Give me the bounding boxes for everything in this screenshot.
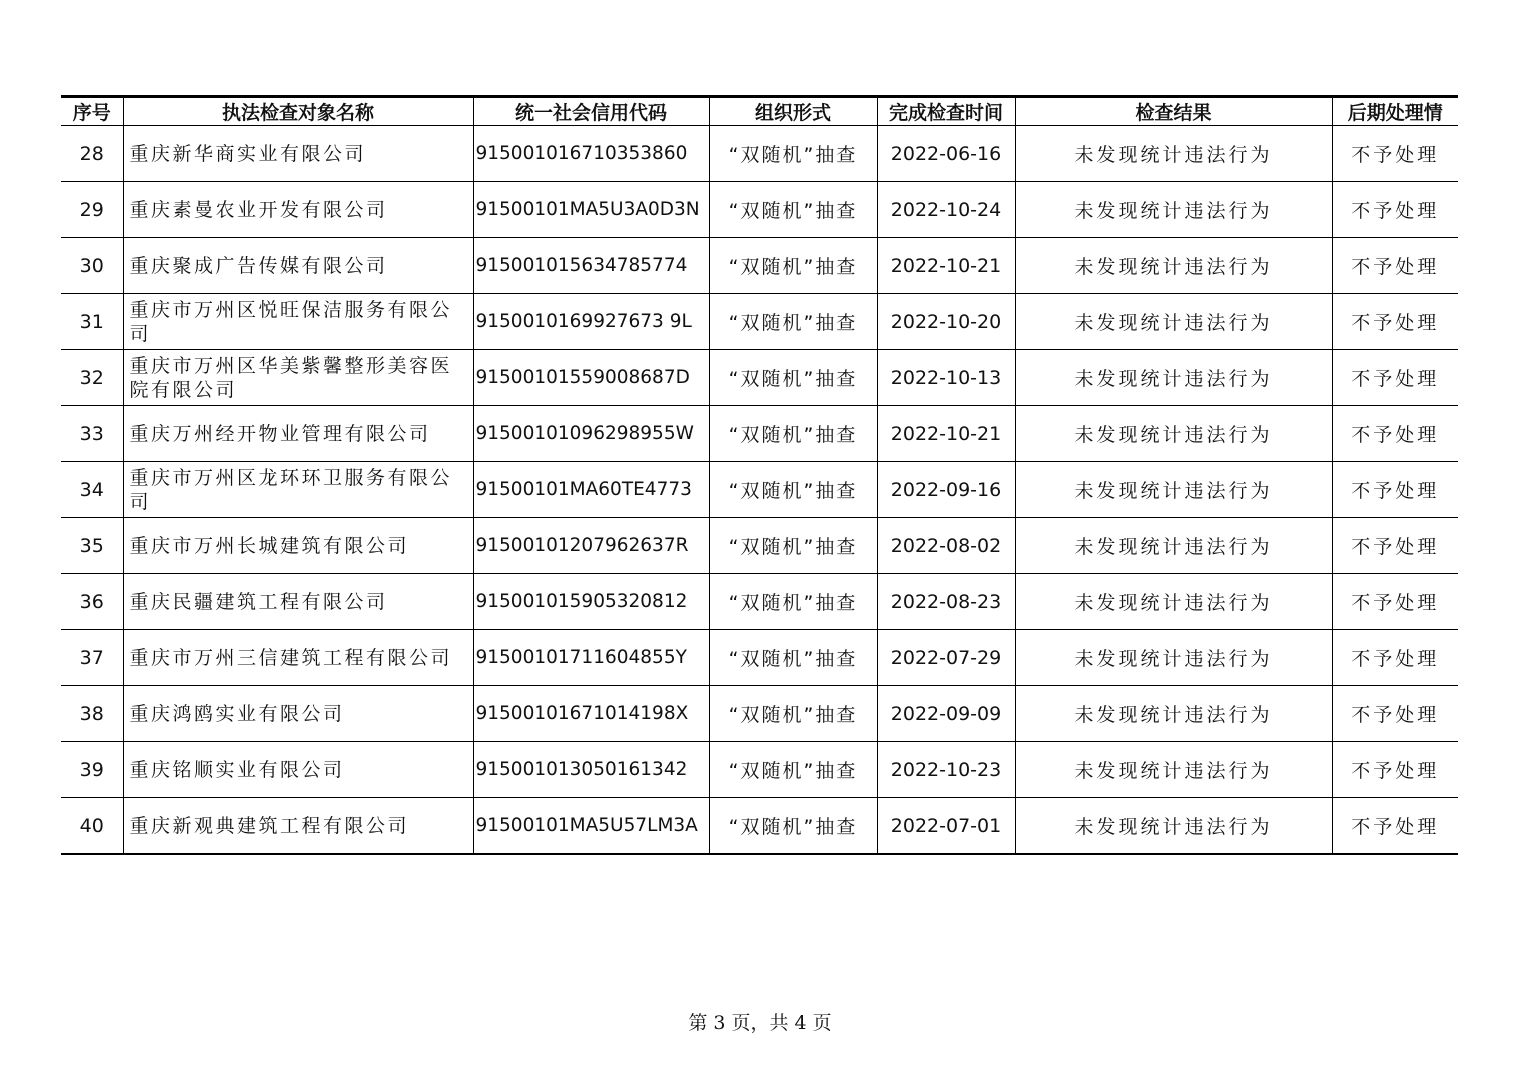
table-row	[61, 406, 1458, 462]
cell-serial-number: 36	[61, 574, 123, 630]
cell-organization-form: “双随机”抽查	[709, 126, 877, 182]
cell-follow-up-action: 不予处理	[1332, 630, 1458, 686]
cell-serial-number: 28	[61, 126, 123, 182]
cell-follow-up-action: 不予处理	[1332, 406, 1458, 462]
cell-follow-up-action: 不予处理	[1332, 742, 1458, 798]
cell-organization-form: “双随机”抽查	[709, 798, 877, 855]
cell-organization-form: “双随机”抽查	[709, 294, 877, 350]
cell-follow-up-action: 不予处理	[1332, 574, 1458, 630]
cell-inspection-result: 未发现统计违法行为	[1015, 182, 1332, 238]
cell-completion-date: 2022-08-02	[877, 518, 1015, 574]
cell-inspection-result: 未发现统计违法行为	[1015, 630, 1332, 686]
cell-entity-name: 重庆民疆建筑工程有限公司	[123, 574, 473, 630]
cell-entity-name: 重庆素曼农业开发有限公司	[123, 182, 473, 238]
cell-completion-date: 2022-08-23	[877, 574, 1015, 630]
cell-serial-number: 31	[61, 294, 123, 350]
cell-entity-name: 重庆新华商实业有限公司	[123, 126, 473, 182]
table-row	[61, 294, 1458, 350]
cell-credit-code: 91500101MA5U57LM3A	[473, 798, 709, 855]
cell-serial-number: 32	[61, 350, 123, 406]
cell-completion-date: 2022-10-23	[877, 742, 1015, 798]
cell-inspection-result: 未发现统计违法行为	[1015, 574, 1332, 630]
cell-entity-name: 重庆市万州区龙环环卫服务有限公司	[123, 462, 473, 518]
cell-serial-number: 30	[61, 238, 123, 294]
header-organization-form: 组织形式	[709, 97, 877, 126]
cell-follow-up-action: 不予处理	[1332, 686, 1458, 742]
cell-completion-date: 2022-10-21	[877, 238, 1015, 294]
cell-entity-name: 重庆聚成广告传媒有限公司	[123, 238, 473, 294]
cell-serial-number: 37	[61, 630, 123, 686]
cell-follow-up-action: 不予处理	[1332, 126, 1458, 182]
cell-serial-number: 35	[61, 518, 123, 574]
cell-credit-code: 915001015634785774	[473, 238, 709, 294]
cell-completion-date: 2022-10-24	[877, 182, 1015, 238]
cell-follow-up-action: 不予处理	[1332, 798, 1458, 855]
cell-credit-code: 91500101671014198X	[473, 686, 709, 742]
cell-organization-form: “双随机”抽查	[709, 238, 877, 294]
cell-inspection-result: 未发现统计违法行为	[1015, 294, 1332, 350]
cell-credit-code: 9150010169927673 9L	[473, 294, 709, 350]
table-row	[61, 798, 1458, 855]
header-inspection-result: 检查结果	[1015, 97, 1332, 126]
cell-serial-number: 33	[61, 406, 123, 462]
inspection-results-table	[61, 95, 1458, 855]
cell-credit-code: 91500101559008687D	[473, 350, 709, 406]
cell-follow-up-action: 不予处理	[1332, 294, 1458, 350]
cell-follow-up-action: 不予处理	[1332, 350, 1458, 406]
header-serial-number: 序号	[61, 97, 123, 126]
cell-completion-date: 2022-06-16	[877, 126, 1015, 182]
cell-credit-code: 915001015905320812	[473, 574, 709, 630]
cell-credit-code: 91500101MA5U3A0D3N	[473, 182, 709, 238]
cell-inspection-result: 未发现统计违法行为	[1015, 462, 1332, 518]
cell-inspection-result: 未发现统计违法行为	[1015, 742, 1332, 798]
table-row	[61, 630, 1458, 686]
cell-entity-name: 重庆新观典建筑工程有限公司	[123, 798, 473, 855]
cell-entity-name: 重庆万州经开物业管理有限公司	[123, 406, 473, 462]
header-entity-name: 执法检查对象名称	[123, 97, 473, 126]
cell-inspection-result: 未发现统计违法行为	[1015, 798, 1332, 855]
cell-follow-up-action: 不予处理	[1332, 462, 1458, 518]
cell-follow-up-action: 不予处理	[1332, 238, 1458, 294]
cell-inspection-result: 未发现统计违法行为	[1015, 686, 1332, 742]
cell-inspection-result: 未发现统计违法行为	[1015, 518, 1332, 574]
table-row	[61, 350, 1458, 406]
cell-inspection-result: 未发现统计违法行为	[1015, 406, 1332, 462]
cell-completion-date: 2022-07-29	[877, 630, 1015, 686]
header-completion-date: 完成检查时间	[877, 97, 1015, 126]
cell-completion-date: 2022-10-21	[877, 406, 1015, 462]
cell-credit-code: 915001016710353860	[473, 126, 709, 182]
cell-serial-number: 40	[61, 798, 123, 855]
cell-follow-up-action: 不予处理	[1332, 518, 1458, 574]
cell-credit-code: 91500101207962637R	[473, 518, 709, 574]
cell-organization-form: “双随机”抽查	[709, 742, 877, 798]
cell-serial-number: 29	[61, 182, 123, 238]
cell-credit-code: 91500101711604855Y	[473, 630, 709, 686]
cell-inspection-result: 未发现统计违法行为	[1015, 126, 1332, 182]
cell-inspection-result: 未发现统计违法行为	[1015, 238, 1332, 294]
table-body	[61, 126, 1458, 855]
table-row	[61, 742, 1458, 798]
table-header	[61, 97, 1458, 126]
header-row	[61, 97, 1458, 126]
cell-completion-date: 2022-07-01	[877, 798, 1015, 855]
cell-completion-date: 2022-10-20	[877, 294, 1015, 350]
cell-organization-form: “双随机”抽查	[709, 350, 877, 406]
cell-organization-form: “双随机”抽查	[709, 630, 877, 686]
cell-serial-number: 39	[61, 742, 123, 798]
cell-credit-code: 91500101MA60TE4773	[473, 462, 709, 518]
cell-follow-up-action: 不予处理	[1332, 182, 1458, 238]
table-row	[61, 126, 1458, 182]
cell-serial-number: 38	[61, 686, 123, 742]
cell-completion-date: 2022-09-16	[877, 462, 1015, 518]
cell-organization-form: “双随机”抽查	[709, 182, 877, 238]
cell-entity-name: 重庆鸿鸥实业有限公司	[123, 686, 473, 742]
cell-organization-form: “双随机”抽查	[709, 518, 877, 574]
cell-organization-form: “双随机”抽查	[709, 462, 877, 518]
cell-completion-date: 2022-09-09	[877, 686, 1015, 742]
cell-inspection-result: 未发现统计违法行为	[1015, 350, 1332, 406]
cell-entity-name: 重庆市万州区华美紫馨整形美容医院有限公司	[123, 350, 473, 406]
cell-credit-code: 915001013050161342	[473, 742, 709, 798]
cell-entity-name: 重庆铭顺实业有限公司	[123, 742, 473, 798]
cell-entity-name: 重庆市万州区悦旺保洁服务有限公司	[123, 294, 473, 350]
table-row	[61, 574, 1458, 630]
cell-credit-code: 91500101096298955W	[473, 406, 709, 462]
cell-completion-date: 2022-10-13	[877, 350, 1015, 406]
inspection-table-sheet	[61, 95, 1458, 855]
cell-organization-form: “双随机”抽查	[709, 406, 877, 462]
header-follow-up-action: 后期处理情	[1332, 97, 1458, 126]
cell-serial-number: 34	[61, 462, 123, 518]
table-row	[61, 238, 1458, 294]
page-number-footer: 第 3 页，共 4 页	[688, 1012, 832, 1034]
table-row	[61, 518, 1458, 574]
cell-organization-form: “双随机”抽查	[709, 686, 877, 742]
table-row	[61, 686, 1458, 742]
cell-organization-form: “双随机”抽查	[709, 574, 877, 630]
cell-entity-name: 重庆市万州三信建筑工程有限公司	[123, 630, 473, 686]
header-credit-code: 统一社会信用代码	[473, 97, 709, 126]
cell-entity-name: 重庆市万州长城建筑有限公司	[123, 518, 473, 574]
table-row	[61, 182, 1458, 238]
table-row	[61, 462, 1458, 518]
